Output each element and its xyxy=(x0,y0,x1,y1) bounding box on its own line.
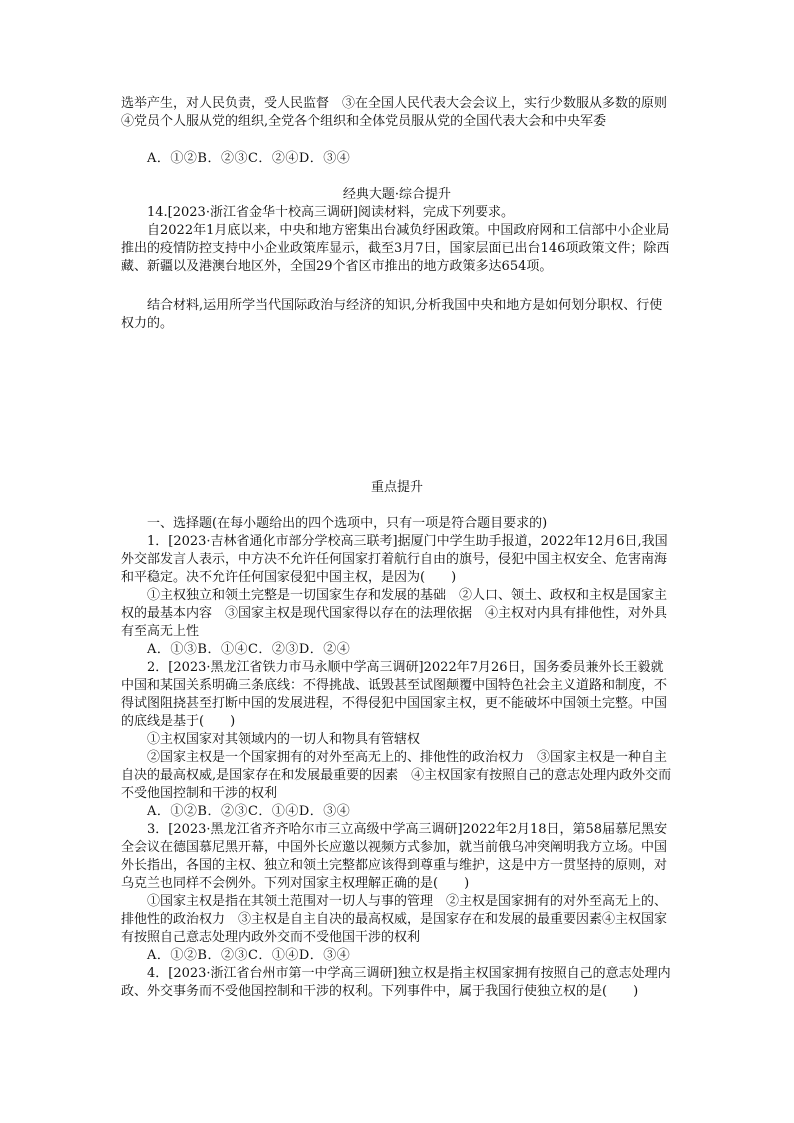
classic-section-title: 经典大题·综合提升 xyxy=(342,187,452,202)
q14-task: 结合材料,运用所学当代国际政治与经济的知识,分析我国中央和地方是如何划分职权、行使权力的。 xyxy=(121,298,663,331)
choice-part-heading: 一、选择题(在每小题给出的四个选项中，只有一项是符合题目要求的) xyxy=(147,516,548,531)
q3-options: A．①②B．②③C．①④D．③④ xyxy=(147,948,351,963)
q3-statements: ①国家主权是指在其领土范围对一切人与事的管理 ②主权是国家拥有的对外至高无上的、排他性的政治权力 ③主权是自主自决的最高权威，是国家存在和发展的最重要因素④主权国家有按照自己意志处理内政外交而不受他国干涉的权利 xyxy=(121,894,668,945)
q2-stem: 2．[2023·黑龙江省铁力市马永顺中学高三调研]2022年7月26日，国务委员兼外长王毅就中国和某国关系明确三条底线：不得挑战、诋毁甚至试图颠覆中国特色社会主义道路和制度，不得试图阻挠甚至打断中国的发展进程，不得侵犯中国国家主权，更不能破坏中国领土完整。中国的底线是基于( ) xyxy=(121,660,668,729)
carryover-statements: 选举产生，对人民负责，受人民监督 ③在全国人民代表大会会议上，实行少数服从多数的原则 ④党员个人服从党的组织,全党各个组织和全体党员服从党的全国代表大会和中央军委 xyxy=(121,96,681,129)
q1-stem: 1．[2023·吉林省通化市部分学校高三联考]据厦门中学生助手报道，2022年12月6日,我国外交部发言人表示，中方决不允许任何国家打着航行自由的旗号，侵犯中国主权安全、危害南海和平稳定。决不允许任何国家侵犯中国主权，是因为( ) xyxy=(121,534,668,585)
q1-options: A．①③B．①④C．②③D．②④ xyxy=(147,642,351,657)
q4-stem: 4．[2023·浙江省台州市第一中学高三调研]独立权是指主权国家拥有按照自己的意志处理内政、外交事务而不受他国控制和干涉的权利。下列事件中，属于我国行使独立权的是( ) xyxy=(121,966,671,999)
q2-statement-1: ①主权国家对其领域内的一切人和物具有管辖权 xyxy=(147,732,421,747)
q14-heading: 14.[2023·浙江省金华十校高三调研]阅读材料，完成下列要求。 xyxy=(147,205,515,220)
q3-stem: 3．[2023·黑龙江省齐齐哈尔市三立高级中学高三调研]2022年2月18日，第58届慕尼黑安全会议在德国慕尼黑开幕，中国外长应邀以视频方式参加，就当前俄乌冲突阐明我方立场。中国外长指出，各国的主权、独立和领土完整都应该得到尊重与维护，这是中方一贯坚持的原则，对乌克兰也同样不会例外。下列对国家主权理解正确的是( ) xyxy=(121,822,668,891)
q14-material: 自2022年1月底以来，中央和地方密集出台减负纾困政策。中国政府网和工信部中小企业局推出的疫情防控支持中小企业政策库显示，截至3月7日，国家层面已出台146项政策文件；除西藏、新疆以及港澳台地区外，全国29个省区市推出的地方政策多达654项。 xyxy=(121,223,670,274)
q1-statements: ①主权独立和领土完整是一切国家生存和发展的基础 ②人口、领土、政权和主权是国家主权的最基本内容 ③国家主权是现代国家得以存在的法理依据 ④主权对内具有排他性，对外具有至高无上性 xyxy=(121,588,668,639)
key-section-title: 重点提升 xyxy=(370,480,423,495)
q2-statements-rest: ②国家主权是一个国家拥有的对外至高无上的、排他性的政治权力 ③国家主权是一种自主自决的最高权威,是国家存在和发展最重要的因素 ④主权国家有按照自己的意志处理内政外交而不受他国控制和干涉的权利 xyxy=(121,750,672,801)
carryover-options: A．①②B．②③C．②④D．③④ xyxy=(147,151,351,166)
q2-options: A．①②B．②③C．①④D．③④ xyxy=(147,804,351,819)
